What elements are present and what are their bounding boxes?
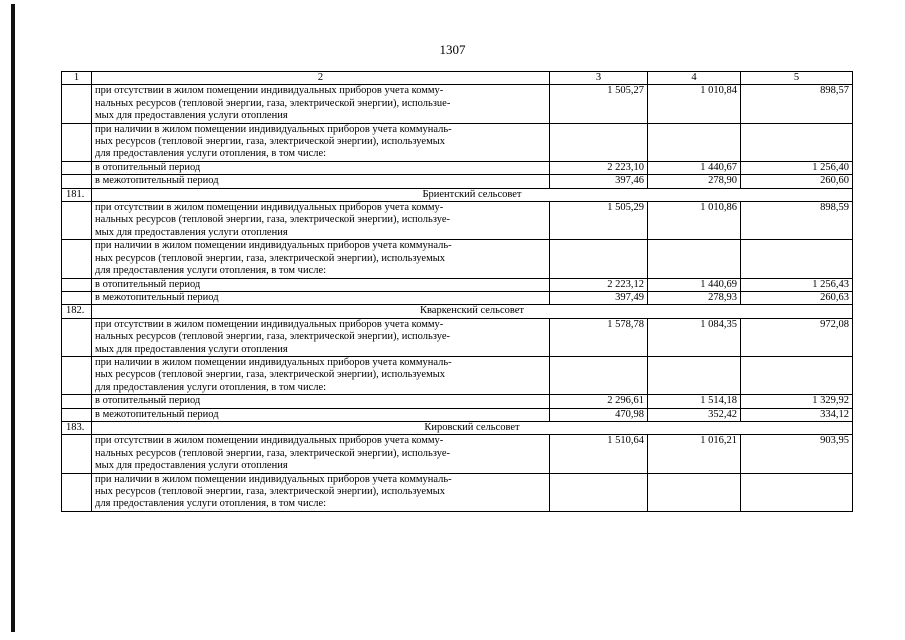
section-number: 182. [62, 305, 92, 318]
value-cell-v5: 260,63 [741, 291, 853, 304]
header-cell: 1 [62, 72, 92, 85]
value-cell-v5 [741, 356, 853, 394]
value-cell-v4 [648, 356, 741, 394]
row-description [92, 161, 550, 174]
value-cell-v5: 972,08 [741, 318, 853, 356]
value-cell-v4: 352,42 [648, 408, 741, 421]
section-number: 183. [62, 421, 92, 434]
description-line: нальных ресурсов (тепловой энергии, газа, электрической энергии), используе- [95, 447, 450, 459]
table-row [62, 85, 853, 123]
section-row [62, 305, 853, 318]
value-cell-v5: 334,12 [741, 408, 853, 421]
description-line: мых для предоставления услуги отопления [95, 226, 288, 238]
value-cell-v3 [550, 473, 648, 511]
description-line: нальных ресурсов (тепловой энергии, газа, электрической энергии), используе- [95, 214, 450, 226]
description-line: при наличии в жилом помещении индивидуальных приборов учета коммуналь- [95, 123, 452, 135]
value-cell-v3: 397,46 [550, 175, 648, 188]
section-name: Бриентский сельсовет [92, 188, 853, 201]
row-description [92, 278, 550, 291]
table-row [62, 435, 853, 473]
value-cell-v4: 1 440,67 [648, 161, 741, 174]
value-cell-v5: 260,60 [741, 175, 853, 188]
row-number [62, 175, 92, 188]
row-number [62, 318, 92, 356]
row-number [62, 202, 92, 240]
row-description [92, 85, 550, 123]
row-description [92, 408, 550, 421]
row-number [62, 356, 92, 394]
row-description [92, 473, 550, 511]
description-line: в отопительный период [95, 395, 201, 407]
description-line: при отсутствии в жилом помещении индивидуальных приборов учета комму- [95, 85, 444, 97]
value-cell-v3: 1 505,29 [550, 202, 648, 240]
table-row [62, 175, 853, 188]
value-cell-v5: 898,57 [741, 85, 853, 123]
description-line: для предоставления услуги отопления, в том числе: [95, 265, 327, 277]
table-row [62, 473, 853, 511]
value-cell-v4: 1 514,18 [648, 395, 741, 408]
description-line: в межотопительный период [95, 408, 219, 420]
value-cell-v4: 278,93 [648, 291, 741, 304]
value-cell-v4: 1 440,69 [648, 278, 741, 291]
header-cell: 5 [741, 72, 853, 85]
row-number [62, 408, 92, 421]
description-line: мых для предоставления услуги отопления [95, 110, 288, 122]
header-cell: 4 [648, 72, 741, 85]
description-line: мых для предоставления услуги отопления [95, 343, 288, 355]
table-row [62, 240, 853, 278]
section-name: Кировский сельсовет [92, 421, 853, 434]
value-cell-v4: 1 010,84 [648, 85, 741, 123]
value-cell-v3 [550, 356, 648, 394]
section-row [62, 188, 853, 201]
table-row [62, 291, 853, 304]
value-cell-v5 [741, 123, 853, 161]
row-number [62, 291, 92, 304]
table-row [62, 356, 853, 394]
description-line: ных ресурсов (тепловой энергии, газа, электрической энергии), используемых [95, 486, 446, 497]
table-row [62, 318, 853, 356]
table-row [62, 161, 853, 174]
description-line: мых для предоставления услуги отопления [95, 460, 288, 472]
row-description [92, 240, 550, 278]
description-line: в межотопительный период [95, 175, 219, 187]
row-description [92, 175, 550, 188]
description-line: для предоставления услуги отопления, в том числе: [95, 148, 327, 160]
table-body [62, 85, 853, 511]
value-cell-v4: 1 016,21 [648, 435, 741, 473]
description-line: при наличии в жилом помещении индивидуальных приборов учета коммуналь- [95, 356, 452, 368]
description-line: нальных ресурсов (тепловой энергии, газа, электрической энергии), используе- [95, 331, 450, 343]
row-description [92, 318, 550, 356]
row-description [92, 202, 550, 240]
row-number [62, 473, 92, 511]
table-row [62, 202, 853, 240]
description-line: при наличии в жилом помещении индивидуальных приборов учета коммуналь- [95, 473, 452, 485]
row-number [62, 395, 92, 408]
row-description [92, 291, 550, 304]
description-line: при наличии в жилом помещении индивидуальных приборов учета коммуналь- [95, 240, 452, 252]
page-number: 1307 [439, 42, 466, 57]
value-cell-v5: 898,59 [741, 202, 853, 240]
table-header-row [62, 72, 853, 85]
value-cell-v4: 1 084,35 [648, 318, 741, 356]
table-row [62, 395, 853, 408]
value-cell-v3: 2 296,61 [550, 395, 648, 408]
header-cell: 2 [92, 72, 550, 85]
description-line: при отсутствии в жилом помещении индивидуальных приборов учета комму- [95, 435, 444, 447]
value-cell-v3: 2 223,10 [550, 161, 648, 174]
row-number [62, 161, 92, 174]
value-cell-v5: 903,95 [741, 435, 853, 473]
value-cell-v5: 1 329,92 [741, 395, 853, 408]
description-line: при отсутствии в жилом помещении индивидуальных приборов учета комму- [95, 202, 444, 214]
value-cell-v3: 470,98 [550, 408, 648, 421]
header-cell: 3 [550, 72, 648, 85]
description-line: в отопительный период [95, 161, 201, 173]
value-cell-v4 [648, 473, 741, 511]
value-cell-v3: 1 505,27 [550, 85, 648, 123]
value-cell-v4: 278,90 [648, 175, 741, 188]
value-cell-v4: 1 010,86 [648, 202, 741, 240]
row-description [92, 435, 550, 473]
value-cell-v3: 1 578,78 [550, 318, 648, 356]
description-line: ных ресурсов (тепловой энергии, газа, электрической энергии), используемых [95, 136, 446, 148]
value-cell-v4 [648, 240, 741, 278]
description-line: ных ресурсов (тепловой энергии, газа, электрической энергии), используемых [95, 369, 446, 381]
value-cell-v3 [550, 240, 648, 278]
table-row [62, 123, 853, 161]
table-row [62, 408, 853, 421]
description-line: для предоставления услуги отопления, в том числе: [95, 498, 327, 510]
value-cell-v5 [741, 240, 853, 278]
description-line: в отопительный период [95, 278, 201, 290]
value-cell-v5 [741, 473, 853, 511]
row-number [62, 123, 92, 161]
description-line: при отсутствии в жилом помещении индивидуальных приборов учета комму- [95, 318, 444, 330]
section-number: 181. [62, 188, 92, 201]
description-line: ных ресурсов (тепловой энергии, газа, электрической энергии), используемых [95, 252, 446, 264]
row-description [92, 395, 550, 408]
value-cell-v3: 1 510,64 [550, 435, 648, 473]
table-row [62, 278, 853, 291]
value-cell-v3 [550, 123, 648, 161]
row-description [92, 123, 550, 161]
scan-edge-bar [11, 4, 15, 632]
description-line: в межотопительный период [95, 291, 219, 303]
value-cell-v5: 1 256,40 [741, 161, 853, 174]
section-name: Кваркенский сельсовет [92, 305, 853, 318]
value-cell-v5: 1 256,43 [741, 278, 853, 291]
value-cell-v4 [648, 123, 741, 161]
value-cell-v3: 2 223,12 [550, 278, 648, 291]
row-number [62, 240, 92, 278]
description-line: нальных ресурсов (тепловой энергии, газа, электрической энергии), использue- [95, 97, 451, 109]
row-number [62, 435, 92, 473]
row-number [62, 85, 92, 123]
description-line: для предоставления услуги отопления, в том числе: [95, 381, 327, 393]
row-description [92, 356, 550, 394]
row-number [62, 278, 92, 291]
value-cell-v3: 397,49 [550, 291, 648, 304]
section-row [62, 421, 853, 434]
tariff-table [61, 71, 853, 512]
